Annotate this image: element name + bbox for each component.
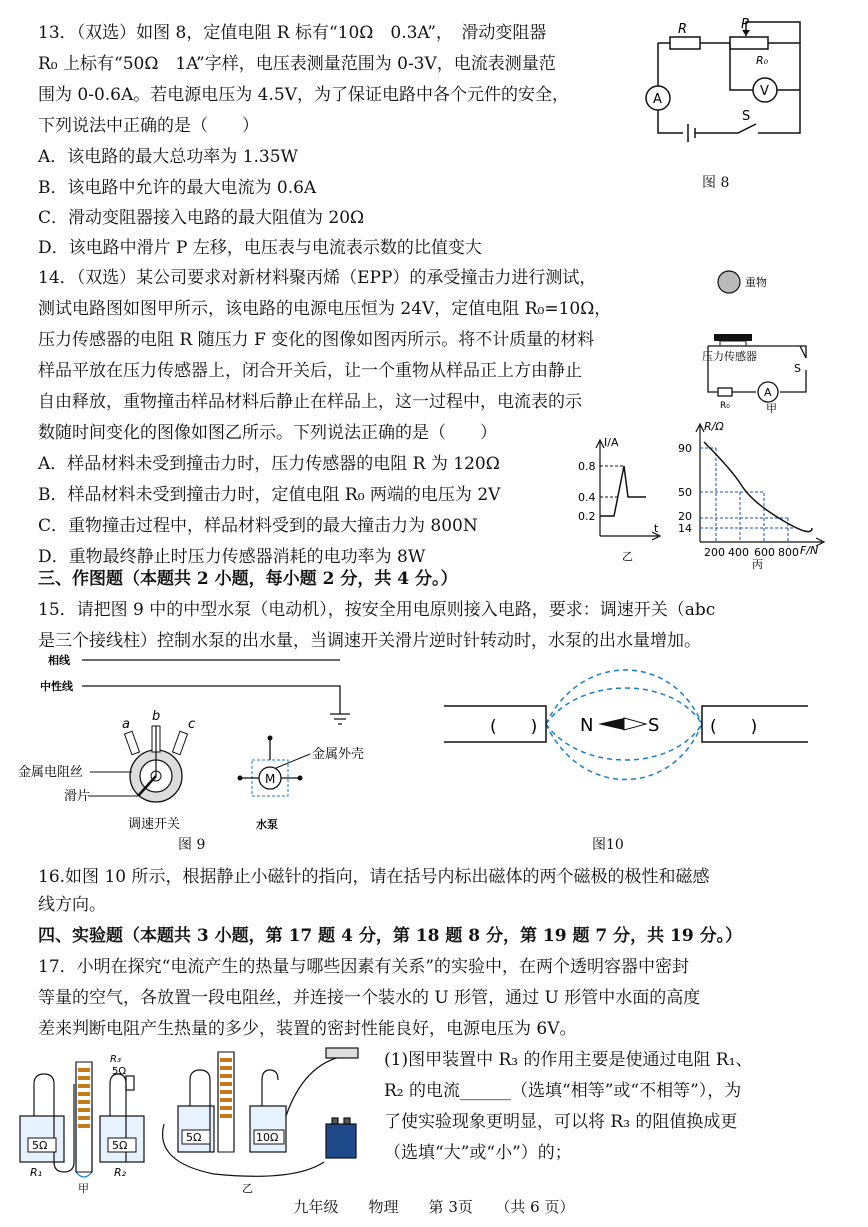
figure-jia-circuit — [696, 262, 826, 422]
fig-bing-ytick-14: 14 — [678, 522, 692, 535]
fig10-caption: 图10 — [592, 837, 624, 853]
fig9-live-wire-label: 相线 — [48, 654, 70, 667]
page-footer: 九年级 物理 第 3页 （共 6 页） — [293, 1198, 575, 1216]
q14-line-2: 测试电路图如图甲所示，该电路的电源电压恒为 24V，定值电阻 R₀=10Ω， — [38, 299, 612, 319]
fig17-r2-label: R₂ — [114, 1166, 127, 1179]
fig17-r3-value: 5Ω — [112, 1066, 127, 1077]
fig-jia-caption: 甲 — [766, 402, 777, 415]
q14-option-a: A．样品材料未受到撞击力时，压力传感器的电阻 R 为 120Ω — [38, 454, 500, 474]
fig10-left-pole-blank: ( ) — [490, 717, 538, 737]
fig-bing-xtick-200: 200 — [704, 546, 725, 559]
fig9-terminal-b: b — [152, 709, 161, 724]
fig-jia-r0: R₀ — [720, 401, 730, 411]
q13-line-4: 下列说法中正确的是（ ） — [38, 116, 259, 136]
compass-s-label: S — [648, 715, 660, 736]
fig8-label-p: P — [741, 18, 749, 32]
fig8-switch: S — [742, 109, 751, 124]
speed-switch-graphic — [124, 726, 187, 802]
fig9-neutral-wire-label: 中性线 — [40, 680, 73, 693]
fig-bing-xlabel: F/N — [800, 544, 819, 557]
fig17-r2-value: 5Ω — [112, 1139, 128, 1152]
q16-line-2: 线方向。 — [38, 895, 106, 915]
fig17-yi-right-value: 10Ω — [256, 1131, 279, 1144]
q14-line-6: 数随时间变化的图像如图乙所示。下列说法正确的是（ ） — [38, 423, 497, 443]
fig9-speed-switch-label: 调速开关 — [128, 817, 181, 832]
q17-sub-line-3: 了使实验现象更明显，可以将 R₃ 的阻值换成更 — [384, 1112, 738, 1132]
fig17-r3-label: R₃ — [110, 1054, 121, 1065]
fig-bing-caption: 丙 — [752, 558, 763, 570]
fig-yi-tick-02: 0.2 — [578, 510, 596, 523]
fig-bing-ylabel: R/Ω — [704, 420, 724, 433]
fig17-yi-caption: 乙 — [242, 1182, 253, 1194]
q13-line-1: 13．（双选）如图 8，定值电阻 R 标有“10Ω 0.3A”， 滑动变阻器 — [38, 23, 547, 43]
q14-option-c: C．重物撞击过程中，样品材料受到的最大撞击力为 800N — [38, 516, 478, 536]
fig9-slider-label: 滑片 — [64, 789, 91, 804]
compass-n-label: N — [580, 715, 594, 736]
fig17-yi-left-value: 5Ω — [186, 1131, 202, 1144]
fig-bing-xtick-800: 800 — [778, 546, 799, 559]
q17-sub-line-1: (1)图甲装置中 R₃ 的作用主要是使通过电阻 R₁、 — [384, 1050, 753, 1070]
figure-8-circuit — [638, 18, 818, 148]
q17-line-3: 差来判断电阻产生热量的多少，装置的密封性能良好，电源电压为 6V。 — [38, 1019, 577, 1039]
fig9-resistance-wire-label: 金属电阻丝 — [18, 765, 84, 780]
q14-line-5: 自由释放，重物撞击样品材料后静止在样品上，这一过程中，电流表的示 — [38, 392, 582, 412]
q15-line-2: 是三个接线柱）控制水泵的出水量，当调速开关滑片逆时针转动时，水泵的出水量增加。 — [38, 631, 701, 651]
fig9-pump-label: 水泵 — [256, 818, 278, 831]
fig10-right-pole-blank: ( ) — [710, 717, 758, 737]
fig9-metal-shell-label: 金属外壳 — [312, 747, 365, 762]
q13-option-c: C．滑动变阻器接入电路的最大阻值为 20Ω — [38, 208, 365, 228]
fig-yi-tick-08: 0.8 — [578, 460, 596, 473]
fig-bing-xtick-400: 400 — [728, 546, 749, 559]
fig9-terminal-c: c — [188, 717, 196, 732]
figure-17-apparatus — [14, 1044, 384, 1194]
pump-motor-graphic — [238, 736, 311, 797]
fig-jia-sensor-label: 压力传感器 — [702, 350, 757, 363]
fig9-caption: 图 9 — [178, 837, 206, 853]
q14-option-b: B．样品材料未受到撞击力时，定值电阻 R₀ 两端的电压为 2V — [38, 485, 501, 505]
q17-line-2: 等量的空气，各放置一段电阻丝，并连接一个装水的 U 形管，通过 U 形管中水面的高度 — [38, 988, 701, 1008]
q16-line-1: 16.如图 10 所示，根据静止小磁针的指向，请在括号内标出磁体的两个磁极的极性和磁感 — [38, 867, 710, 887]
fig-bing-ytick-90: 90 — [678, 442, 692, 455]
figure-yi-current-time — [574, 436, 666, 566]
fig8-label-r: R — [678, 22, 688, 37]
fig-yi-ylabel: I/A — [604, 436, 619, 449]
fig-bing-xtick-600: 600 — [754, 546, 775, 559]
fig9-terminal-a: a — [122, 717, 130, 732]
fig-jia-weight-label: 重物 — [745, 276, 767, 289]
fig-bing-ytick-50: 50 — [678, 486, 692, 499]
q14-line-1: 14．（双选）某公司要求对新材料聚丙烯（EPP）的承受撞击力进行测试， — [38, 268, 597, 288]
figure-bing-resistance-force — [672, 420, 832, 570]
fig-bing-ytick-20: 20 — [678, 510, 692, 523]
section-3-heading: 三、作图题（本题共 2 小题，每小题 2 分，共 4 分。） — [38, 569, 458, 589]
q17-sub-line-4: （选填“大”或“小”）的； — [384, 1143, 572, 1163]
weight-ball — [718, 271, 740, 293]
q13-option-b: B．该电路中允许的最大电流为 0.6A — [38, 178, 317, 198]
q13-line-3: 围为 0-0.6A。若电源电压为 4.5V，为了保证电路中各个元件的安全， — [38, 85, 569, 105]
apparatus-yi — [163, 1048, 358, 1176]
q13-line-2: R₀ 上标有“50Ω 1A”字样，电压表测量范围为 0-3V，电流表测量范 — [38, 54, 556, 74]
q17-line-1: 17．小明在探究“电流产生的热量与哪些因素有关系”的实验中，在两个透明容器中密封 — [38, 957, 690, 977]
figure-10-magnets — [440, 662, 812, 792]
fig-yi-tick-04: 0.4 — [578, 491, 596, 504]
q14-line-4: 样品平放在压力传感器上，闭合开关后，让一个重物从样品正上方由静止 — [38, 361, 582, 381]
fig17-r1-value: 5Ω — [32, 1139, 48, 1152]
figure-9-wiring — [18, 648, 368, 858]
q15-line-1: 15．请把图 9 中的中型水泵（电动机），按安全用电原则接入电路，要求：调速开关（abc — [38, 600, 716, 620]
q14-option-d: D．重物最终静止时压力传感器消耗的电功率为 8W — [38, 547, 426, 567]
q13-option-a: A．该电路的最大总功率为 1.35W — [38, 147, 299, 167]
fig-yi-xlabel: t — [654, 522, 659, 535]
fig17-jia-caption: 甲 — [78, 1182, 89, 1194]
fig-jia-switch: S — [794, 362, 801, 375]
fig8-caption: 图 8 — [702, 175, 730, 191]
fig17-r1-label: R₁ — [30, 1166, 43, 1179]
fig8-label-r0: R₀ — [756, 54, 769, 67]
fig-jia-ammeter: A — [764, 386, 772, 399]
q17-sub-line-2: R₂ 的电流______（选填“相等”或“不相等”），为 — [384, 1081, 742, 1101]
fig8-ammeter: A — [653, 92, 662, 107]
fig9-motor-symbol: M — [265, 772, 276, 786]
fig-yi-caption: 乙 — [622, 550, 633, 563]
q13-option-d: D．该电路中滑片 P 左移，电压表与电流表示数的比值变大 — [38, 238, 482, 258]
section-4-heading: 四、实验题（本题共 3 小题，第 17 题 4 分，第 18 题 8 分，第 19 题 7 分，共 19 分。） — [38, 926, 743, 946]
fig8-voltmeter: V — [760, 84, 769, 99]
q14-line-3: 压力传感器的电阻 R 随压力 F 变化的图像如图丙所示。将不计质量的材料 — [38, 330, 595, 350]
